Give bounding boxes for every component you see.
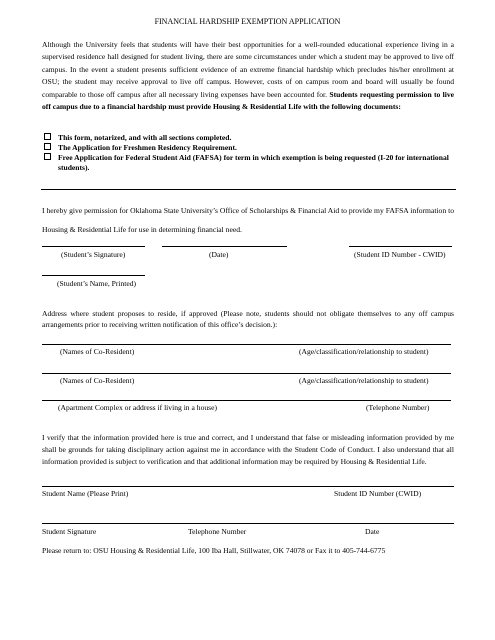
- return-instructions: Please return to: OSU Housing & Residential Life, 100 Iba Hall, Stillwater, OK 74078 or Fax it to 405-744-6775: [42, 546, 386, 555]
- student-id-label: (Student ID Number - CWID): [354, 250, 446, 259]
- final-student-name-label: Student Name (Please Print): [42, 489, 129, 498]
- address-instruction: Address where student proposes to reside, if approved (Please note, students should not obligate themselves to any off campus arrangements prior to receiving written notification of this office’s decision.):: [42, 309, 454, 329]
- page-title: FINANCIAL HARDSHIP EXEMPTION APPLICATION: [154, 17, 341, 26]
- address-line[interactable]: [42, 400, 451, 401]
- student-name-field-line[interactable]: [42, 486, 454, 487]
- checkbox-icon[interactable]: [44, 133, 51, 140]
- coresident-info-label: (Age/classification/relationship to student): [299, 376, 429, 385]
- verification-statement: I verify that the information provided here is true and correct, and I understand that false or misleading information provided by me shall be grounds for taking disciplinary action against me in accordance with the Student Code of Conduct. I also understand that all information provided is subject to verification and that additional information may be required by Housing & Residential Life.: [42, 433, 454, 466]
- date-line[interactable]: [162, 246, 287, 247]
- section-divider: [41, 189, 456, 190]
- date-label: (Date): [209, 250, 229, 259]
- student-signature-label: (Student’s Signature): [61, 250, 126, 259]
- checklist-item: This form, notarized, and with all sections completed.: [44, 133, 450, 143]
- checkbox-icon[interactable]: [44, 153, 51, 160]
- coresident-line[interactable]: [42, 373, 451, 374]
- checklist-item: The Application for Freshmen Residency Requirement.: [44, 143, 450, 153]
- student-signature-field-line[interactable]: [42, 523, 454, 524]
- address-label: (Apartment Complex or address if living in a house): [58, 403, 218, 412]
- final-student-signature-label: Student Signature: [42, 527, 97, 536]
- student-id-line[interactable]: [349, 246, 452, 247]
- telephone-label: (Telephone Number): [366, 403, 430, 412]
- intro-text: Although the University feels that students will have their best opportunities for a well-rounded educational experience living in a supervised residence hall designed for student living, there are some circumstances under which a student may be approved to live off campus. In the event a student presents sufficient evidence of an extreme financial hardship which precludes his/her enrollment at OSU; the student may receive approval to live off campus. However, costs of on campus room and board will usually be found comparable to those off campus after all necessary living expenses have been accounted for.: [42, 40, 454, 99]
- final-telephone-label: Telephone Number: [188, 527, 247, 536]
- checklist-item: Free Application for Federal Student Aid (FAFSA) for term in which exemption is being requested (I-20 for international students).: [44, 153, 450, 172]
- student-name-line[interactable]: [42, 275, 145, 276]
- coresident-info-label: (Age/classification/relationship to student): [299, 347, 429, 356]
- student-name-label: (Student’s Name, Printed): [57, 279, 137, 288]
- coresident-name-label: (Names of Co-Resident): [60, 376, 135, 385]
- intro-required-docs: Students requesting permission to live off campus due to a financial hardship must provide Housing & Residential Life with the following documents:: [42, 89, 454, 112]
- checkbox-icon[interactable]: [44, 143, 51, 150]
- coresident-line[interactable]: [42, 344, 451, 345]
- final-student-id-label: Student ID Number (CWID): [334, 489, 422, 498]
- coresident-name-label: (Names of Co-Resident): [60, 347, 135, 356]
- final-date-label: Date: [365, 527, 380, 536]
- intro-paragraph: [42, 39, 454, 113]
- permission-statement: I hereby give permission for Oklahoma State University’s Office of Scholarships & Financial Aid to provide my FAFSA information to Housing & Residential Life for use in determining financial need.: [42, 206, 454, 234]
- student-signature-line[interactable]: [42, 246, 145, 247]
